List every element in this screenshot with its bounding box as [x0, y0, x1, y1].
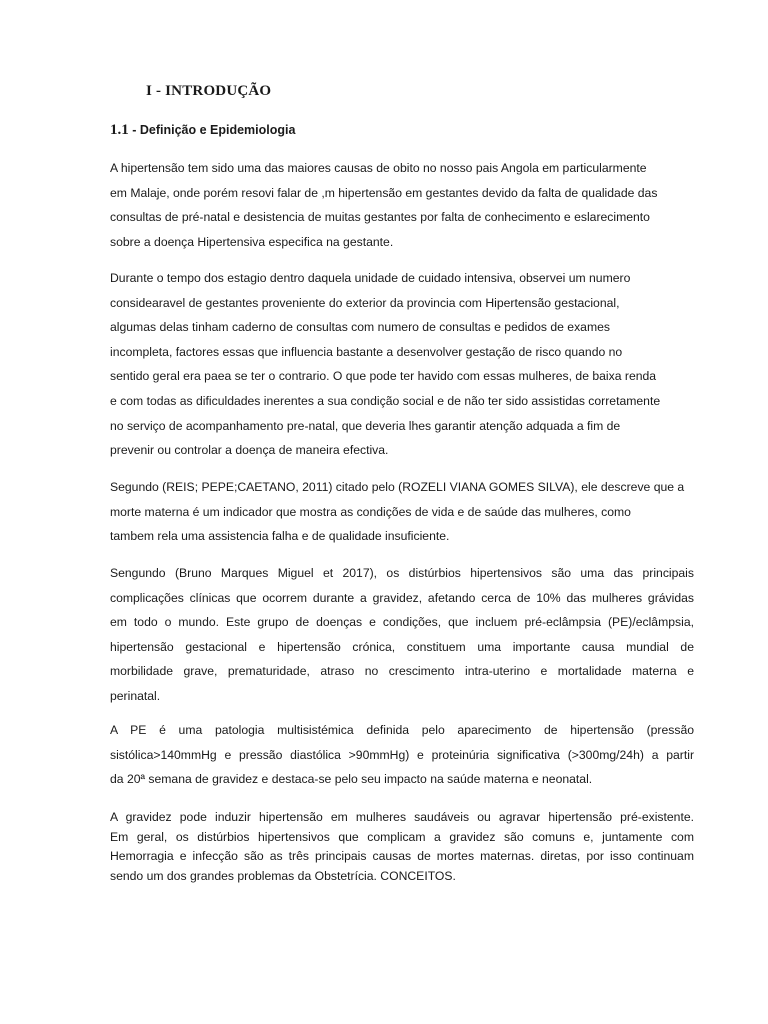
paragraph-line: Hemorragia e infecção são as três principais causas de mortes maternas. diretas, por isso continuam [110, 849, 694, 863]
paragraph-line: sendo um dos grandes problemas da Obstetrícia. CONCEITOS. [110, 868, 456, 883]
paragraph-line: em Malaje, onde porém resovi falar de ,m hipertensão em gestantes devido da falta de qualidade das [110, 185, 658, 200]
paragraph-line: complicações clínicas que ocorrem durante a gravidez, afetando cerca de 10% das mulheres grávidas [110, 590, 694, 605]
paragraph-line: morte materna é um indicador que mostra as condições de vida e de saúde das mulheres, como [110, 504, 631, 519]
paragraph-line: sentido geral era paea se ter o contrario. O que pode ter havido com essas mulheres, de baixa renda [110, 369, 657, 384]
paragraph-line: Segundo (REIS; PEPE;CAETANO, 2011) citado pelo (ROZELI VIANA GOMES SILVA), ele descreve que a [110, 480, 685, 494]
paragraph-line: algumas delas tinham caderno de consultas com numero de consultas e pedidos de exames [110, 320, 610, 335]
paragraph-2 [110, 266, 694, 463]
section-title: I - INTRODUÇÃO [146, 83, 272, 99]
paragraph-line: Em geral, os distúrbios hipertensivos que complicam a gravidez são comuns e, juntamente com [110, 829, 694, 844]
paragraph-line: considearavel de gestantes proveniente do exterior da provincia com Hipertensão gestacional, [110, 295, 620, 310]
paragraph-3 [110, 475, 694, 549]
paragraph-line: A hipertensão tem sido uma das maiores causas de obito no nosso pais Angola em particularmente [110, 161, 647, 175]
paragraph-line: Durante o tempo dos estagio dentro daquela unidade de cuidado intensiva, observei um numero [110, 271, 631, 285]
paragraph-6 [110, 808, 694, 886]
subsection-number: 1.1 [110, 122, 129, 138]
subsection-title: - Definição e Epidemiologia [128, 123, 296, 137]
paragraph-line: e com todas as dificuldades inerentes a sua condição social e de não ter sido assistidas corretamente [110, 393, 661, 408]
paragraph-line: tambem rela uma assistencia falha e de qualidade insuficiente. [110, 529, 450, 544]
paragraph-line: A gravidez pode induzir hipertensão em mulheres saudáveis ou agravar hipertensão pré-existente. [110, 810, 694, 824]
paragraph-line: sistólica>140mmHg e pressão diastólica >90mmHg) e proteinúria significativa (>300mg/24h) a partir [110, 747, 694, 762]
paragraph-line: em todo o mundo. Este grupo de doenças e condições, que incluem pré-eclâmpsia (PE)/eclâmpsia, [110, 615, 694, 630]
paragraph-line: prevenir ou controlar a doença de maneira efectiva. [110, 443, 389, 458]
paragraph-line: hipertensão gestacional e hipertensão crónica, constituem uma importante causa mundial de [110, 639, 694, 654]
paragraph-line: da 20ª semana de gravidez e destaca-se pelo seu impacto na saúde materna e neonatal. [110, 772, 593, 787]
paragraph-line: perinatal. [110, 688, 161, 703]
subsection-heading [110, 122, 295, 139]
paragraph-line: morbilidade grave, prematuridade, atraso no crescimento intra-uterino e mortalidade materna e [110, 664, 694, 679]
paragraph-line: sobre a doença Hipertensiva especifica na gestante. [110, 234, 394, 249]
paragraph-line: A PE é uma patologia multisistémica definida pelo aparecimento de hipertensão (pressão [110, 723, 694, 737]
paragraph-line: incompleta, factores essas que influencia bastante a desenvolver gestação de risco quando no [110, 344, 623, 359]
paragraph-1 [110, 156, 694, 254]
paragraph-line: consultas de pré-natal e desistencia de muitas gestantes por falta de conhecimento e eslarecimento [110, 210, 650, 225]
paragraph-line: Sengundo (Bruno Marques Miguel et 2017), os distúrbios hipertensivos são uma das principais [110, 566, 694, 580]
paragraph-5 [110, 718, 694, 792]
paragraph-4 [110, 561, 694, 709]
paragraph-line: no serviço de acompanhamento pre-natal, que deveria lhes garantir atenção adquada a fim de [110, 418, 621, 433]
